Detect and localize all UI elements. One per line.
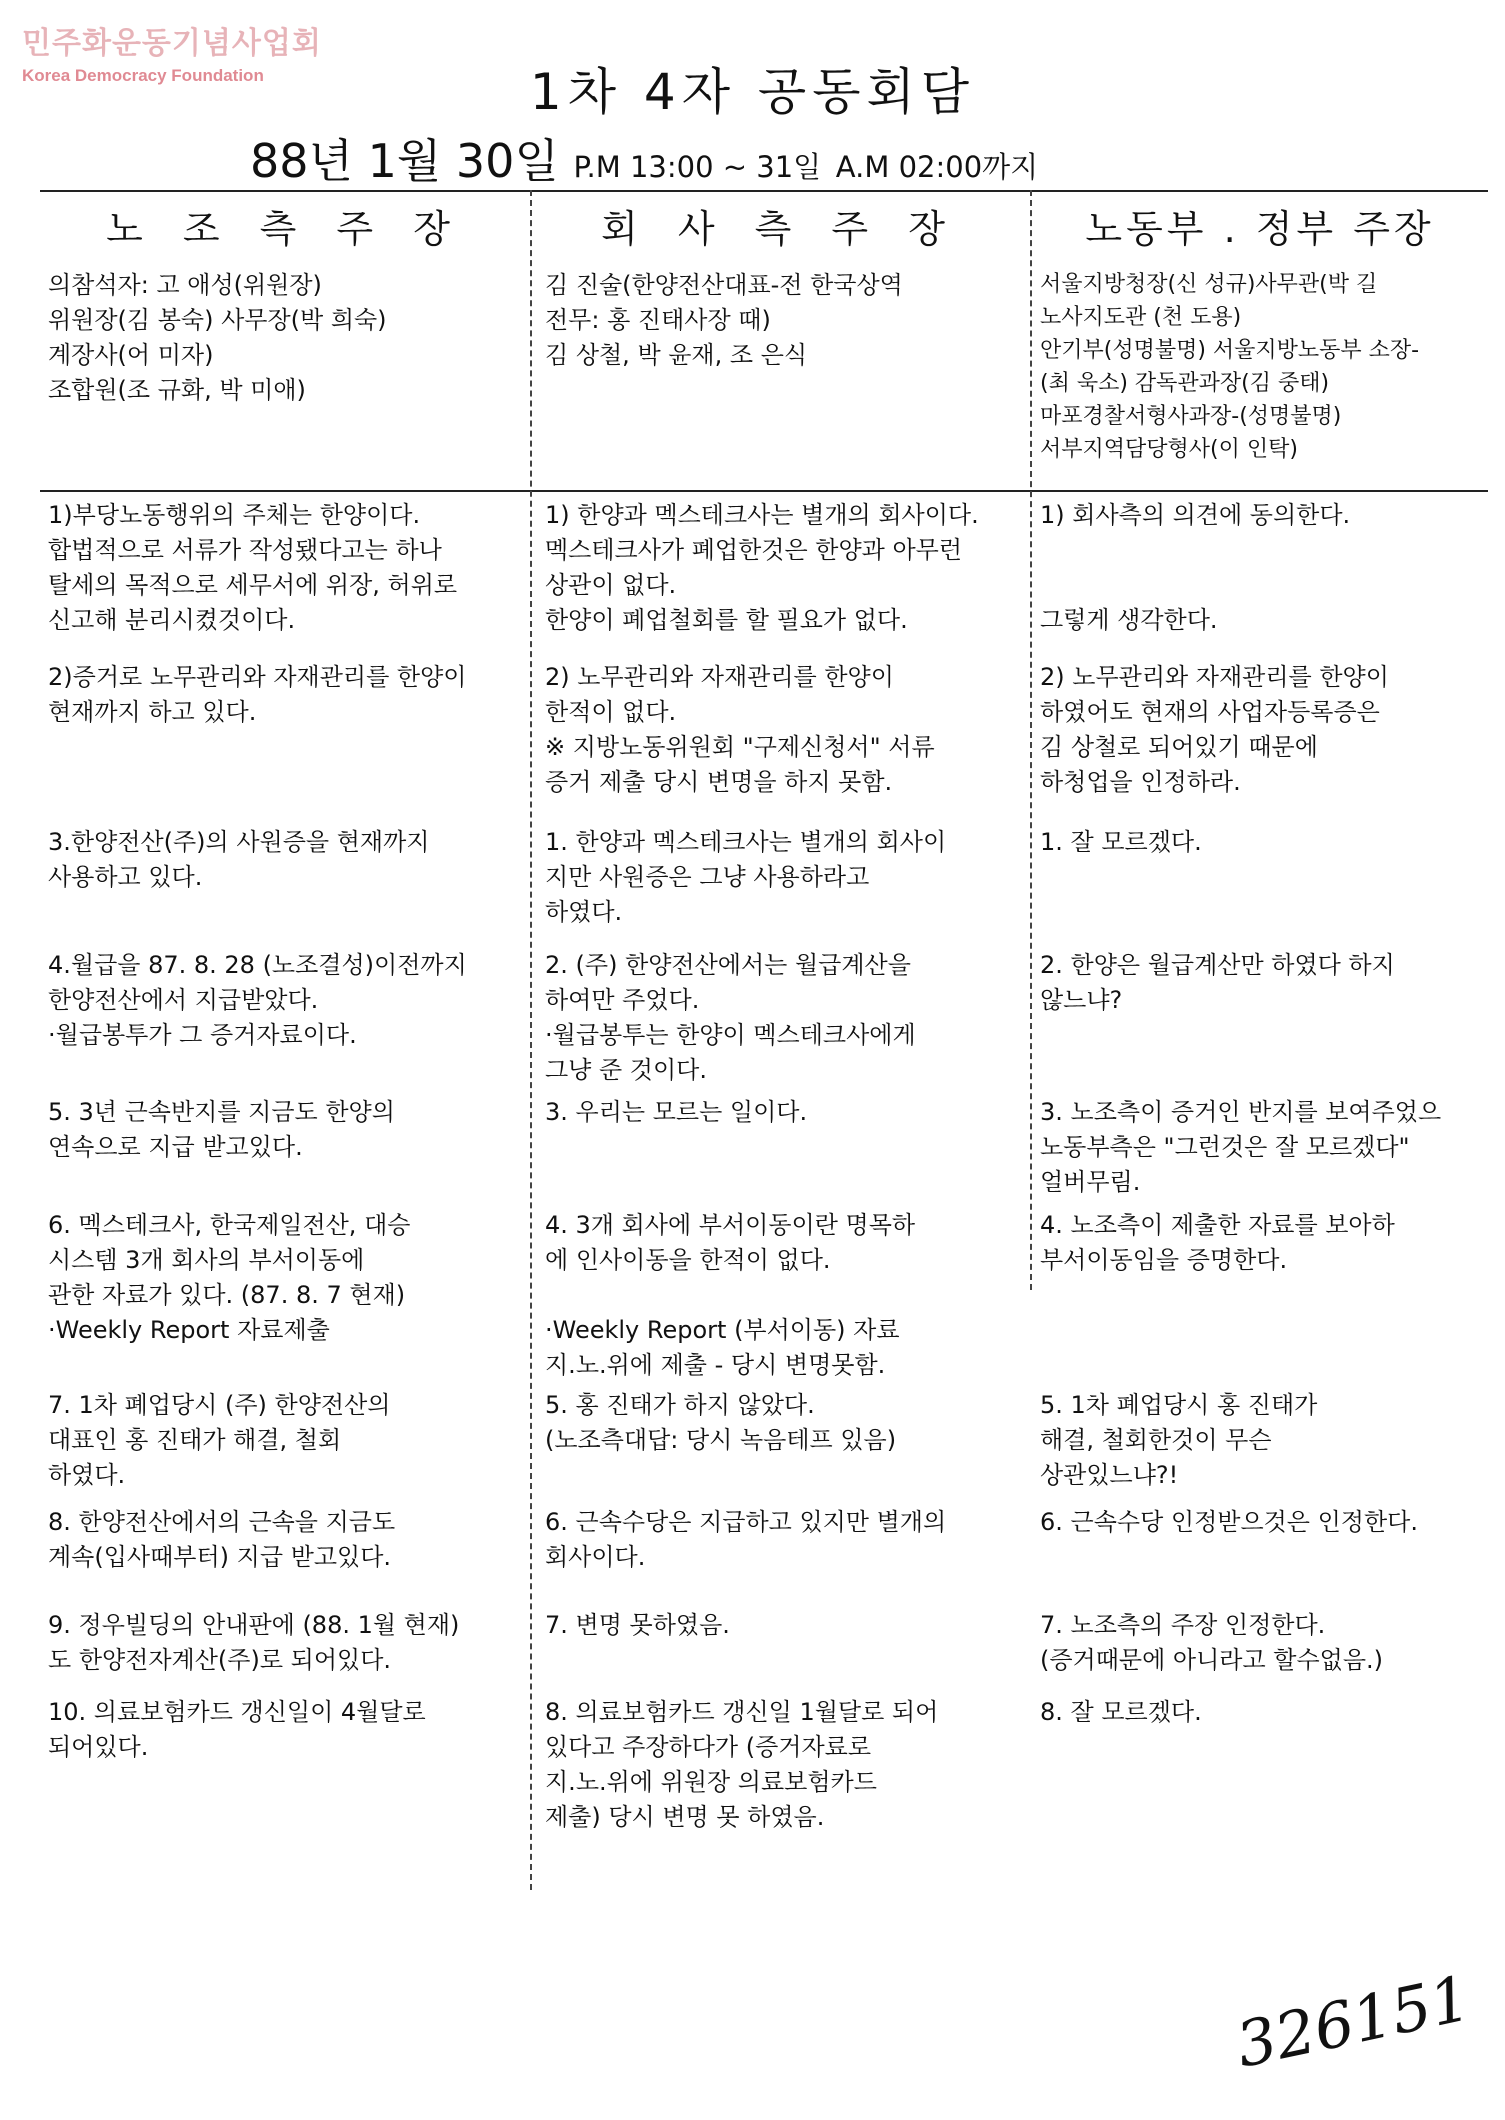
attendee-rule [40, 490, 1488, 492]
time-end: A.M 02:00까지 [835, 150, 1039, 184]
row-5-union: 5. 3년 근속반지를 지금도 한양의 연속으로 지급 받고있다. [48, 1098, 395, 1161]
row-9-union: 9. 정우빌딩의 안내판에 (88. 1월 현재) 도 한양전자계산(주)로 되어있다. [48, 1611, 460, 1674]
row-3-union: 3.한양전산(주)의 사원증을 현재까지 사용하고 있다. [48, 828, 430, 891]
row-4-company: 2. (주) 한양전산에서는 월급계산을 하여만 주었다. ·월급봉투는 한양이 멕스테크사에게 그냥 준 것이다. [545, 951, 916, 1084]
column-divider-2 [1030, 190, 1032, 1290]
column-header-company: 회 사 측 주 장 [601, 207, 959, 251]
row-2-company: 2) 노무관리와 자재관리를 한양이 한적이 없다. ※ 지방노동위원회 "구제신청서" 서류 증거 제출 당시 변명을 하지 못함. [545, 663, 935, 796]
document-title: 1차 4자 공동회담 [529, 63, 976, 121]
watermark-english: Korea Democracy Foundation [22, 66, 264, 85]
row-2-government: 2) 노무관리와 자재관리를 한양이 하였어도 현재의 사업자등록증은 김 상철로 되어있기 때문에 하청업을 인정하라. [1040, 663, 1389, 796]
row-10-government: 8. 잘 모르겠다. [1040, 1698, 1202, 1726]
row-6-government: 4. 노조측이 제출한 자료를 보아하 부서이동임을 증명한다. [1040, 1211, 1395, 1274]
row-7-union: 7. 1차 폐업당시 (주) 한양전산의 대표인 홍 진태가 해결, 철회 하였다. [48, 1391, 391, 1489]
row-1-government: 1) 회사측의 의견에 동의한다. 그렇게 생각한다. [1040, 501, 1351, 634]
row-4-union: 4.월급을 87. 8. 28 (노조결성)이전까지 한양전산에서 지급받았다. ·월급봉투가 그 증거자료이다. [48, 951, 467, 1049]
row-6-union: 6. 멕스테크사, 한국제일전산, 대승 시스템 3개 회사의 부서이동에 관한 자료가 있다. (87. 8. 7 현재) ·Weekly Report 자료제출 [48, 1211, 411, 1344]
row-10-company: 8. 의료보험카드 갱신일 1월달로 되어 있다고 주장하다가 (증거자료로 지.노.위에 위원장 의료보험카드 제출) 당시 변명 못 하였음. [545, 1698, 939, 1831]
row-5-government: 3. 노조측이 증거인 반지를 보여주었으 노동부측은 "그런것은 잘 모르겠다" 얼버무림. [1040, 1098, 1442, 1196]
table-top-rule [40, 190, 1488, 192]
row-3-company: 1. 한양과 멕스테크사는 별개의 회사이 지만 사원증은 그냥 사용하라고 하였다. [545, 828, 947, 926]
attendees-company: 김 진술(한양전산대표-전 한국상역 전무: 홍 진태사장 때) 김 상철, 박 윤재, 조 은식 [545, 271, 903, 369]
column-header-union: 노 조 측 주 장 [106, 207, 464, 251]
row-10-union: 10. 의료보험카드 갱신일이 4월달로 되어있다. [48, 1698, 426, 1761]
row-8-government: 6. 근속수당 인정받으것은 인정한다. [1040, 1508, 1418, 1536]
row-8-union: 8. 한양전산에서의 근속을 지금도 계속(입사때부터) 지급 받고있다. [48, 1508, 396, 1571]
archive-number-stamp: 326151 [1229, 1961, 1477, 2082]
row-7-company: 5. 홍 진태가 하지 않았다. (노조측대답: 당시 녹음테프 있음) [545, 1391, 897, 1454]
row-3-government: 1. 잘 모르겠다. [1040, 828, 1202, 856]
row-5-company: 3. 우리는 모르는 일이다. [545, 1098, 808, 1126]
row-9-government: 7. 노조측의 주장 인정한다. (증거때문에 아니라고 할수없음.) [1040, 1611, 1384, 1674]
meeting-dateline [250, 125, 1038, 191]
row-6-company: 4. 3개 회사에 부서이동이란 명목하 에 인사이동을 한적이 없다. ·Weekly Report (부서이동) 자료 지.노.위에 제출 - 당시 변명못함. [545, 1211, 916, 1379]
column-divider-1 [530, 190, 532, 1890]
attendees-government: 서울지방청장(신 성규)사무관(박 길 노사지도관 (천 도용) 안기부(성명불명) 서울지방노동부 소장- (최 욱소) 감독관과장(김 중태) 마포경찰서형사과장-(성명불명) 서부지역담당형사(이 인탁) [1040, 272, 1420, 462]
row-2-union: 2)증거로 노무관리와 자재관리를 한양이 현재까지 하고 있다. [48, 663, 467, 726]
column-header-government: 노동부 . 정부 주장 [1085, 207, 1435, 251]
row-1-company: 1) 한양과 멕스테크사는 별개의 회사이다. 멕스테크사가 폐업한것은 한양과 아무런 상관이 없다. 한양이 폐업철회를 할 필요가 없다. [545, 501, 979, 634]
row-8-company: 6. 근속수당은 지급하고 있지만 별개의 회사이다. [545, 1508, 947, 1571]
time-start: P.M 13:00 ~ 31일 [573, 150, 822, 184]
watermark-korean: 민주화운동기념사업회 [22, 26, 322, 61]
date-main: 88년 1월 30일 [250, 134, 559, 188]
row-9-company: 7. 변명 못하였음. [545, 1611, 730, 1639]
statements-table [40, 190, 1488, 1890]
row-4-government: 2. 한양은 월급계산만 하였다 하지 않느냐? [1040, 951, 1395, 1014]
attendees-union: 의참석자: 고 애성(위원장) 위원장(김 봉숙) 사무장(박 희숙) 계장사(어 미자) 조합원(조 규화, 박 미애) [48, 271, 387, 404]
row-1-union: 1)부당노동행위의 주체는 한양이다. 합법적으로 서류가 작성됐다고는 하나 탈세의 목적으로 세무서에 위장, 허위로 신고해 분리시켰것이다. [48, 501, 458, 634]
row-7-government: 5. 1차 폐업당시 홍 진태가 해결, 철회한것이 무슨 상관있느냐?! [1040, 1391, 1318, 1489]
